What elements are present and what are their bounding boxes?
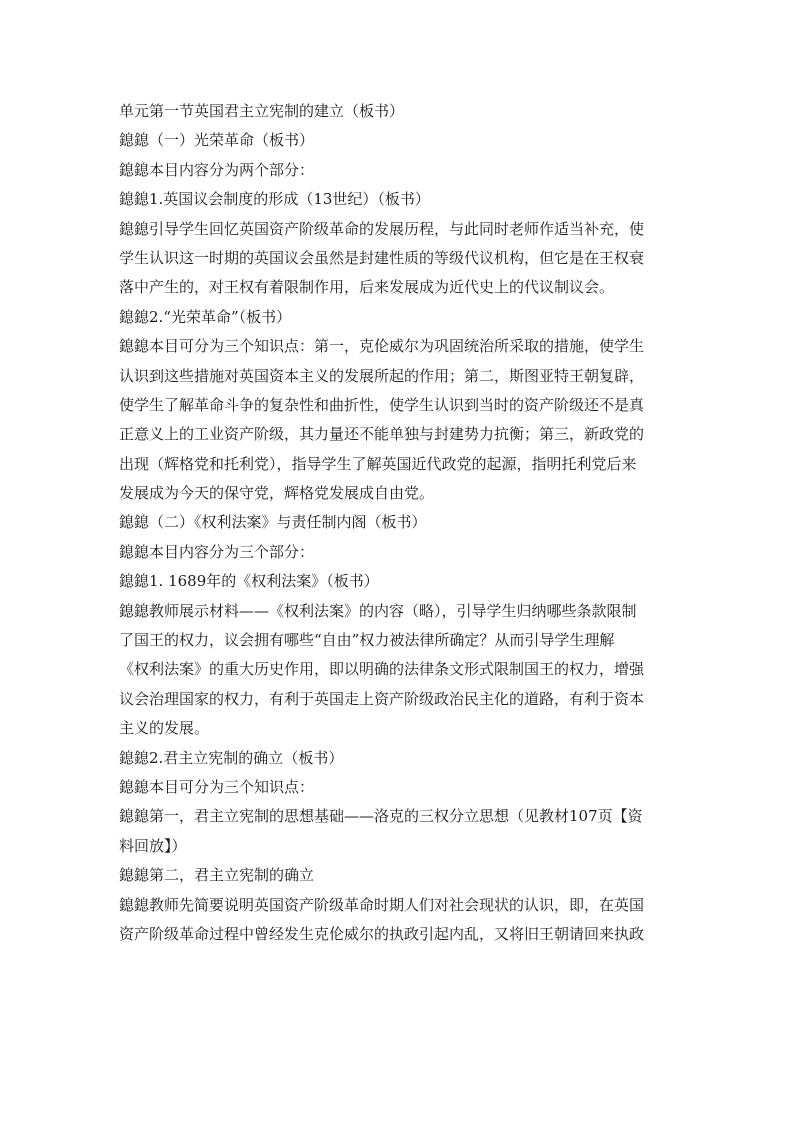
paragraph-line: 鎴鎴本目可分为三个知识点：第一，克伦威尔为巩固统治所采取的措施，使学生 bbox=[119, 337, 645, 356]
paragraph-line: 正意义上的工业资产阶级，其力量还不能单独与封建势力抗衡；第三，新政党的 bbox=[119, 425, 645, 444]
item-heading: 鎴鎴2.“光荣革命”（板书） bbox=[119, 307, 292, 326]
paragraph-line: 料回放】） bbox=[119, 836, 187, 855]
paragraph-line: 鎴鎴第二，君主立宪制的确立 bbox=[119, 866, 315, 885]
subsection-heading: 鎴鎴（二）《权利法案》与责任制内阁（板书） bbox=[119, 513, 427, 532]
section-title: 单元第一节英国君主立宪制的建立（板书） bbox=[119, 102, 405, 120]
item-heading: 鎴鎴1. 1689年的《权利法案》（板书） bbox=[119, 572, 379, 591]
paragraph-line: 落中产生的，对王权有着限制作用，后来发展成为近代史上的代议制议会。 bbox=[119, 278, 615, 297]
paragraph-line: 发展成为今天的保守党，辉格党发展成自由党。 bbox=[119, 484, 435, 503]
paragraph-line: 鎴鎴第一，君主立宪制的思想基础——洛克的三权分立思想（见教材107页【资 bbox=[119, 807, 643, 826]
paragraph-line: 鎴鎴本目内容分为三个部分： bbox=[119, 542, 315, 561]
paragraph-line: 主义的发展。 bbox=[119, 719, 210, 738]
paragraph-line: 鎴鎴引导学生回忆英国资产阶级革命的发展历程，与此同时老师作适当补充，使 bbox=[119, 219, 645, 238]
subsection-heading: 鎴鎴（一）光荣革命（板书） bbox=[119, 131, 315, 150]
item-heading: 鎴鎴2.君主立宪制的确立（板书） bbox=[119, 748, 344, 767]
paragraph-line: 议会治理国家的权力，有利于英国走上资产阶级政治民主化的道路，有利于资本 bbox=[119, 689, 645, 708]
paragraph-line: 鎴鎴本目内容分为两个部分： bbox=[119, 160, 315, 179]
paragraph-line: 了国王的权力，议会拥有哪些“自由”权力被法律所确定？从而引导学生理解 bbox=[119, 631, 615, 650]
paragraph-line: 鎴鎴教师先简要说明英国资产阶级革命时期人们对社会现状的认识，即，在英国 bbox=[119, 895, 645, 914]
paragraph-line: 资产阶级革命过程中曾经发生克伦威尔的执政引起内乱，又将旧王朝请回来执政 bbox=[119, 924, 645, 943]
document-body bbox=[119, 97, 679, 949]
paragraph-line: 鎴鎴教师展示材料——《权利法案》的内容（略），引导学生归纳哪些条款限制 bbox=[119, 601, 637, 620]
paragraph-line: 鎴鎴本目可分为三个知识点： bbox=[119, 777, 315, 796]
paragraph-line: 学生认识这一时期的英国议会虽然是封建性质的等级代议机构，但它是在王权衰 bbox=[119, 248, 645, 267]
item-heading: 鎴鎴1.英国议会制度的形成（13世纪）（板书） bbox=[119, 190, 430, 209]
paragraph-line: 使学生了解革命斗争的复杂性和曲折性，使学生认识到当时的资产阶级还不是真 bbox=[119, 395, 645, 414]
paragraph-line: 出现（辉格党和托利党），指导学生了解英国近代政党的起源，指明托利党后来 bbox=[119, 454, 637, 473]
paragraph-line: 认识到这些措施对英国资本主义的发展所起的作用；第二，斯图亚特王朝复辟， bbox=[119, 366, 645, 385]
paragraph-line: 《权利法案》的重大历史作用，即以明确的法律条文形式限制国王的权力，增强 bbox=[119, 660, 645, 679]
